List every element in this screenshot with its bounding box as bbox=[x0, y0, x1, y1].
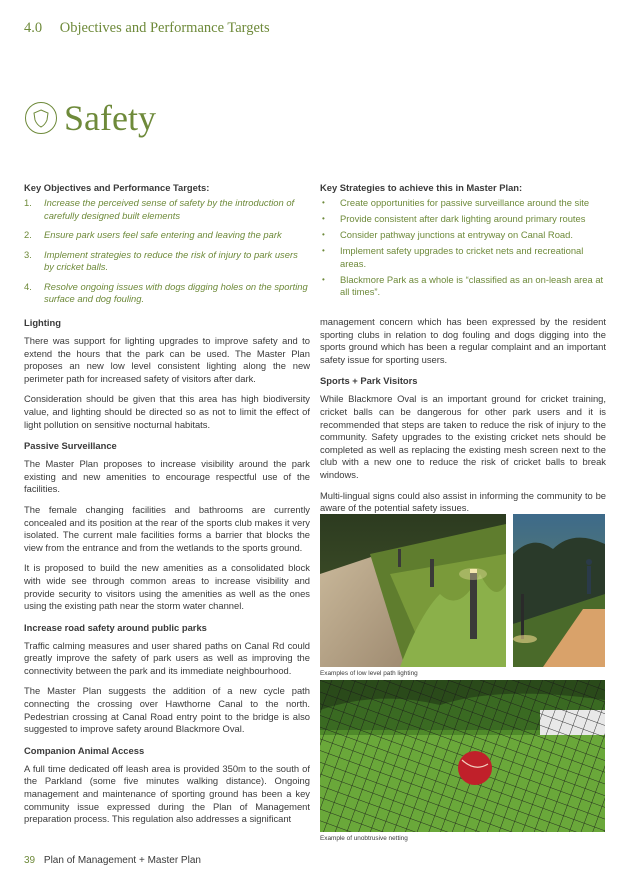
strategy-item: • Provide consistent after dark lighting around primary routes bbox=[320, 213, 608, 226]
objective-number: 1. bbox=[24, 197, 32, 208]
section-title: Objectives and Performance Targets bbox=[59, 20, 270, 36]
paragraph: Traffic calming measures and user shared paths on Canal Rd could greatly improve the safety of park users as well as improving the connectivity between the park and its immediate neighbourhood. bbox=[24, 639, 310, 676]
objective-number: 3. bbox=[24, 248, 32, 260]
paragraph: It is proposed to build the new amenities as a consolidated block with wide see through common areas to increase visibility and provide security to visitors using the amenities as well as the ones using the existing path near the storm water channel. bbox=[24, 562, 310, 612]
section-heading: Lighting bbox=[24, 317, 61, 328]
strategies-heading: Key Strategies to achieve this in Master Plan: bbox=[320, 182, 523, 193]
right-body-column bbox=[320, 316, 606, 523]
page-title-block bbox=[24, 100, 156, 136]
objective-text: Increase the perceived sense of safety by the introduction of carefully designed built elements bbox=[44, 197, 295, 221]
paragraph: management concern which has been expressed by the resident sporting clubs in relation to dog fouling and dogs digging into the sports ground which has been a regular complaint and an important safety issue for sporting users. bbox=[320, 316, 606, 365]
paragraph: There was support for lighting upgrades to improve safety and to extend the hours that the park can be used. The Master Plan proposes an new low level consistent lighting along the new perimeter path for increased safety of visitors after dark. bbox=[24, 335, 310, 384]
paragraph: While Blackmore Oval is an important ground for cricket training, cricket balls can be dangerous for other park users and it is recommended that steps are taken to reduce the risk of injury to the community. Safety upgrades to the existing cricket nets should be completed as well as replacing the existing mesh screen next to the club with a new one to reduce the risk of cricket balls to break windows. bbox=[320, 393, 606, 480]
objective-item bbox=[24, 249, 310, 274]
strategy-item: • Blackmore Park as a whole is “classified as an on-leash area at all times”. bbox=[320, 274, 608, 299]
objective-item bbox=[24, 281, 310, 306]
paragraph: A full time dedicated off leash area is provided 350m to the south of the Parkland (some five minutes walking distance). Ongoing management and maintenance of sporting ground has been a key community issue expressed during the Plan of Management preparation process. This regulation also addresses a significant bbox=[24, 762, 310, 825]
section-number: 4.0 bbox=[24, 20, 43, 36]
document-title: Plan of Management + Master Plan bbox=[43, 855, 201, 866]
paragraph: Multi-lingual signs could also assist in informing the community to be aware of the potential safety issues. bbox=[320, 489, 606, 514]
cricket-netting-image bbox=[320, 680, 605, 832]
objectives-list bbox=[24, 197, 310, 313]
strategy-item: • Implement safety upgrades to cricket nets and recreational areas. bbox=[320, 245, 608, 270]
page-footer bbox=[24, 855, 201, 866]
cricket-netting-photo bbox=[320, 680, 605, 832]
page-title: Safety bbox=[64, 98, 156, 138]
lighting-caption: Examples of low level path lighting bbox=[320, 670, 418, 677]
shield-icon bbox=[24, 101, 58, 135]
paragraph: The female changing facilities and bathrooms are currently concealed and its position at the rear of the sports club makes it very isolated. The current male facilities forms a barrier that blocks the view from the entrance and from the wetlands to the sports ground. bbox=[24, 503, 310, 553]
path-lighting-photo bbox=[320, 514, 506, 667]
left-body-column bbox=[24, 316, 310, 834]
night-lighting-image bbox=[513, 514, 605, 667]
page-number: 39 bbox=[24, 855, 36, 866]
strategy-item: • Consider pathway junctions at entryway on Canal Road. bbox=[320, 229, 608, 242]
objective-number: 2. bbox=[24, 229, 32, 240]
objective-number: 4. bbox=[24, 280, 32, 292]
netting-caption: Example of unobtrusive netting bbox=[320, 835, 408, 842]
section-header bbox=[24, 20, 270, 37]
objective-item bbox=[24, 229, 310, 242]
path-lighting-image bbox=[320, 514, 506, 667]
paragraph: The Master Plan suggests the addition of a new cycle path connecting the crossing over Hawthorne Canal to the north. Pedestrian crossing at Canal Road entry point to the bridge is also suggested to improve safety around Blackmore Oval. bbox=[24, 685, 310, 735]
objectives-heading: Key Objectives and Performance Targets: bbox=[24, 182, 210, 193]
section-heading: Companion Animal Access bbox=[24, 744, 145, 756]
objective-text: Implement strategies to reduce the risk of injury to park users by cricket balls. bbox=[44, 248, 298, 272]
section-heading: Increase road safety around public parks bbox=[24, 621, 207, 633]
strategies-list bbox=[320, 197, 608, 302]
night-lighting-photo bbox=[513, 514, 605, 667]
objective-text: Resolve ongoing issues with dogs digging holes on the sporting surface and dog fouling. bbox=[44, 280, 308, 304]
objective-text: Ensure park users feel safe entering and leaving the park bbox=[44, 229, 282, 240]
strategy-item: • Create opportunities for passive surveillance around the site bbox=[320, 197, 608, 210]
objective-item bbox=[24, 197, 310, 222]
section-heading: Sports + Park Visitors bbox=[320, 375, 418, 387]
section-heading: Passive Surveillance bbox=[24, 440, 117, 452]
paragraph: The Master Plan proposes to increase visibility around the park existing and new amenities to encourage respectful use of the facilities. bbox=[24, 458, 310, 495]
paragraph: Consideration should be given that this area has high biodiversity value, and lighting should be directed so as not to limit the effect of light pollution on sensitive nocturnal habitats. bbox=[24, 393, 310, 430]
